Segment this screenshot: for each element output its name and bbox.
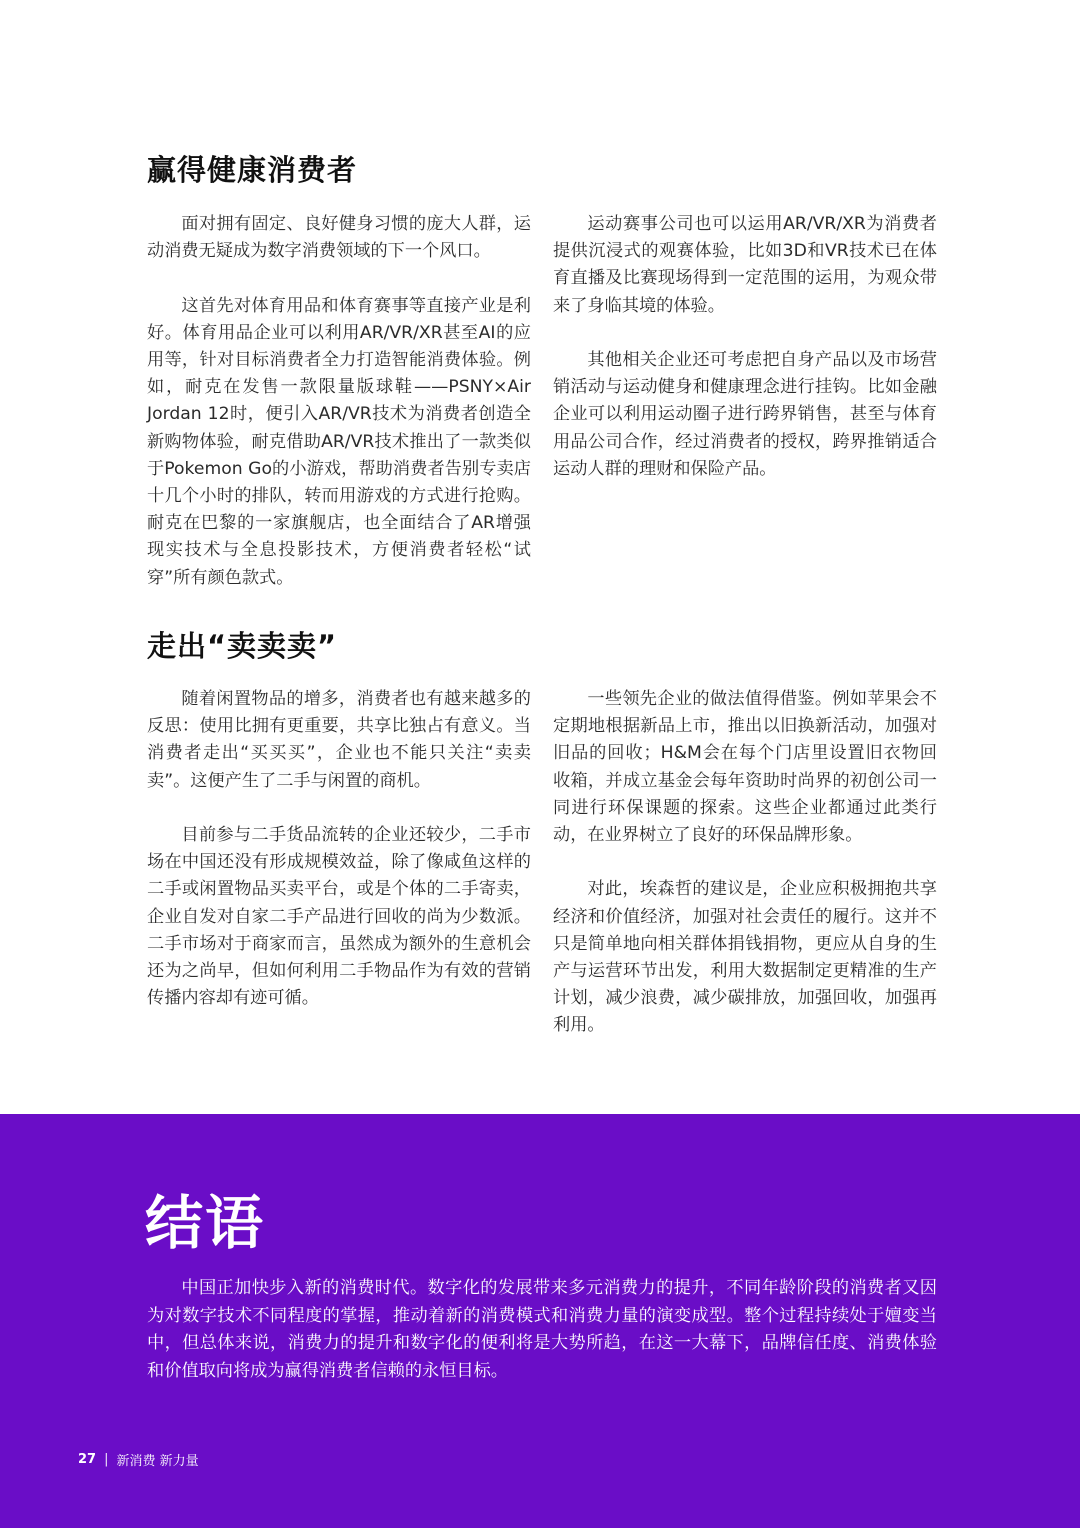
paragraph: 这首先对体育用品和体育赛事等直接产业是利好。体育用品企业可以利用AR/VR/XR甚至AI的应用等，针对目标消费者全力打造智能消费体验。例如，耐克在发售一款限量版球鞋——PSNY×Air Jordan 12时，便引入AR/VR技术为消费者创造全新购物体验，耐克借助AR/VR技术推出了一款类似于Pokemon Go的小游戏，帮助消费者告别专卖店十几个小时的排队，转而用游戏的方式进行抢购。耐克在巴黎的一家旗舰店，也全面结合了AR增强现实技术与全息投影技术，方便消费者轻松“试穿”所有颜色款式。	[147, 295, 531, 588]
paragraph: 随着闲置物品的增多，消费者也有越来越多的反思：使用比拥有更重要，共享比独占有意义。当消费者走出“买买买”，企业也不能只关注“卖卖卖”。这便产生了二手与闲置的商机。	[147, 689, 531, 791]
section2-left-column	[147, 686, 531, 1012]
page-number: 27	[78, 1451, 97, 1467]
paragraph: 其他相关企业还可考虑把自身产品以及市场营销活动与运动健身和健康理念进行挂钩。比如金融企业可以利用运动圈子进行跨界销售，甚至与体育用品公司合作，经过消费者的授权，跨界推销适合运动人群的理财和保险产品。	[553, 350, 937, 479]
page-footer	[78, 1449, 199, 1469]
paragraph: 对此，埃森哲的建议是，企业应积极拥抱共享经济和价值经济，加强对社会责任的履行。这并不只是简单地向相关群体捐钱捐物，更应从自身的生产与运营环节出发，利用大数据制定更精准的生产计划，减少浪费，减少碳排放，加强回收，加强再利用。	[553, 879, 937, 1036]
section1-right-column	[553, 211, 937, 483]
section-heading-healthy-consumers: 赢得健康消费者	[147, 153, 358, 187]
publication-title: 新消费 新力量	[116, 1453, 199, 1469]
conclusion-body: 中国正加快步入新的消费时代。数字化的发展带来多元消费力的提升，不同年龄阶段的消费者又因为对数字技术不同程度的掌握，推动着新的消费模式和消费力量的演变成型。整个过程持续处于嬗变当中，但总体来说，消费力的提升和数字化的便利将是大势所趋，在这一大幕下，品牌信任度、消费体验和价值取向将成为赢得消费者信赖的永恒目标。	[147, 1278, 937, 1381]
paragraph: 面对拥有固定、良好健身习惯的庞大人群，运动消费无疑成为数字消费领域的下一个风口。	[147, 214, 531, 262]
section1-left-column	[147, 211, 531, 592]
conclusion-title: 结语	[145, 1189, 266, 1257]
paragraph: 目前参与二手货品流转的企业还较少，二手市场在中国还没有形成规模效益，除了像咸鱼这样的二手或闲置物品买卖平台，或是个体的二手寄卖，企业自发对自家二手产品进行回收的尚为少数派。二手市场对于商家而言，虽然成为额外的生意机会还为之尚早，但如何利用二手物品作为有效的营销传播内容却有迹可循。	[147, 825, 531, 1009]
section2-right-column	[553, 686, 937, 1040]
section-heading-beyond-selling: 走出“卖卖卖”	[147, 629, 338, 663]
footer-separator: |	[104, 1451, 109, 1467]
paragraph: 一些领先企业的做法值得借鉴。例如苹果会不定期地根据新品上市，推出以旧换新活动，加强对旧品的回收；H&M会在每个门店里设置旧衣物回收箱，并成立基金会每年资助时尚界的初创公司一同进行环保课题的探索。这些企业都通过此类行动，在业界树立了良好的环保品牌形象。	[553, 689, 937, 846]
paragraph: 运动赛事公司也可以运用AR/VR/XR为消费者提供沉浸式的观赛体验，比如3D和VR技术已在体育直播及比赛现场得到一定范围的运用，为观众带来了身临其境的体验。	[553, 214, 937, 316]
